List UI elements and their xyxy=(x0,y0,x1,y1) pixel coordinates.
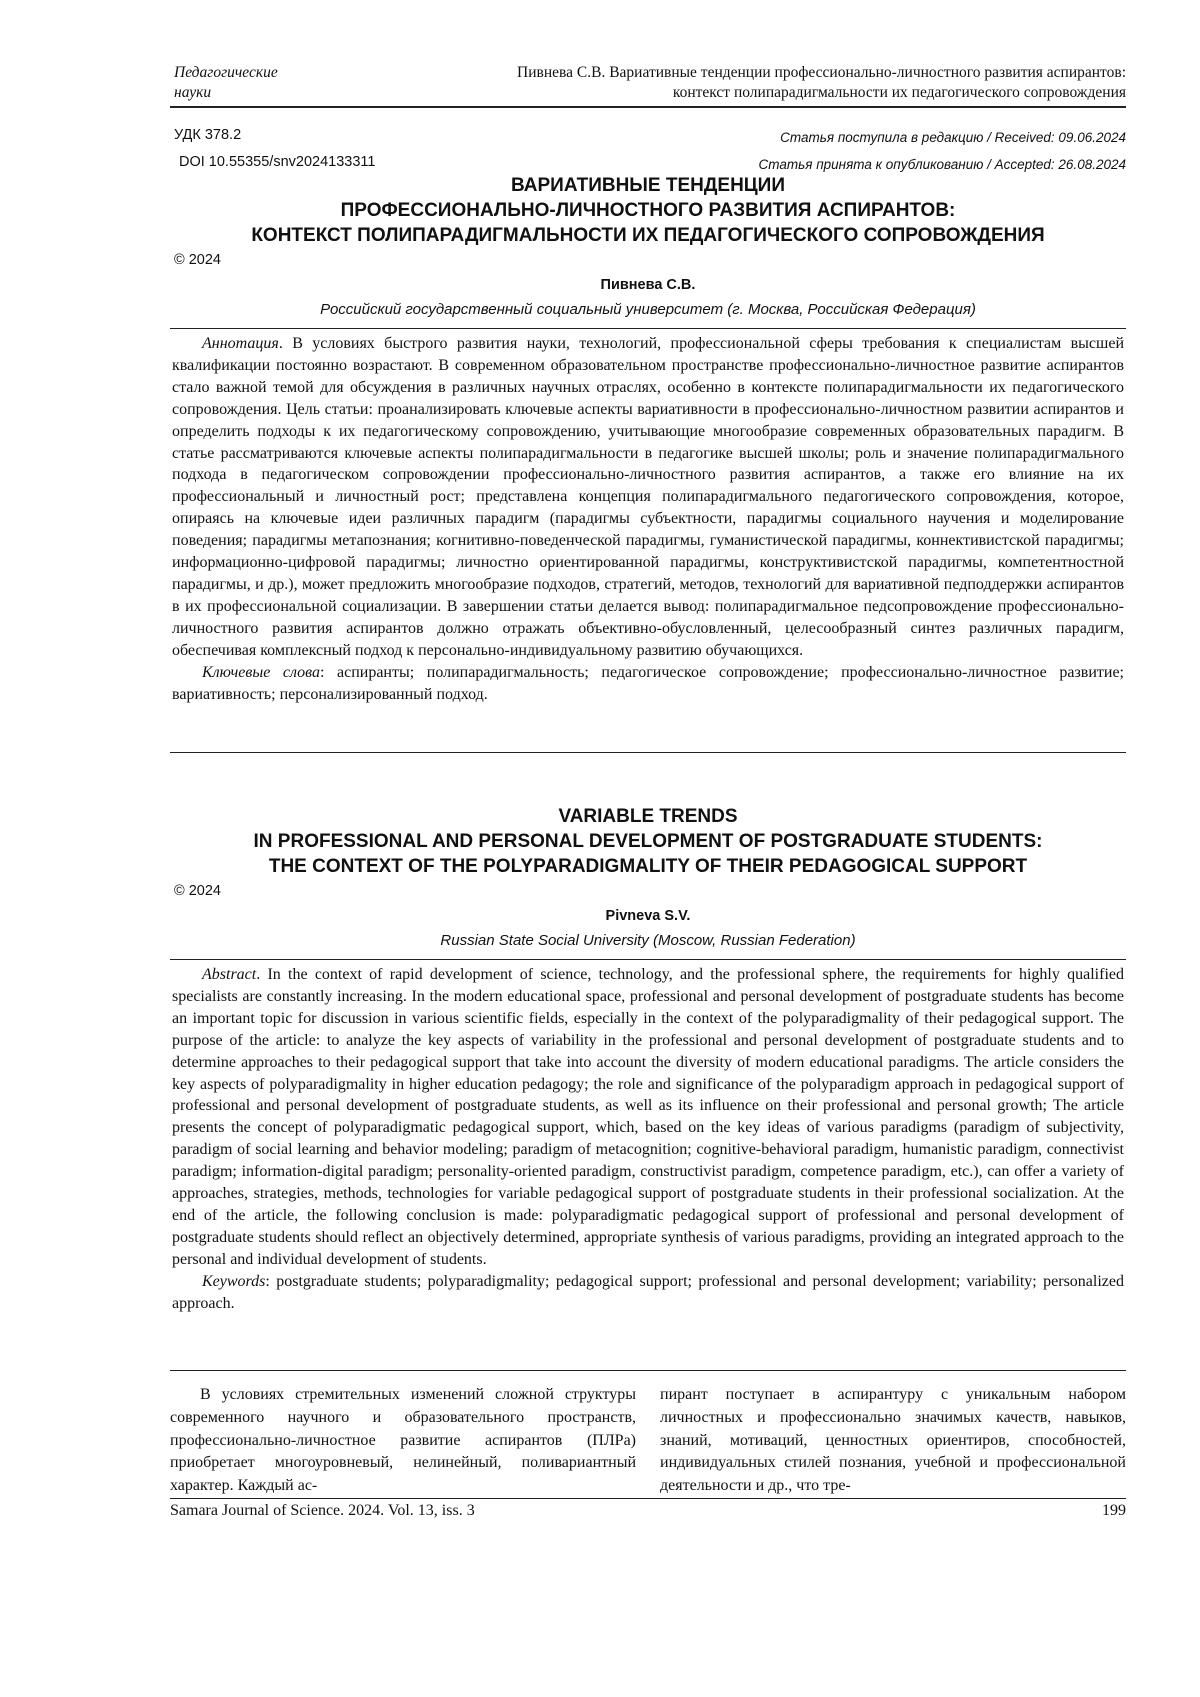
dates xyxy=(759,124,1126,178)
ru-abstract: Аннотация. В условиях быстрого развития науки, технологий, профессиональной сферы требования к специалистам высшей квалификации постоянно возрастают. В современном образовательном пространстве профессионально-личностное развитие аспирантов стало важной темой для обсуждения в различных научных отраслях, особенно в контексте полипарадигмальности их педагогического сопровождения. Цель статьи: проанализировать ключевые аспекты вариативности в профессионально-личностном развитии аспирантов и определить подходы к их педагогическому сопровождению, учитывающие многообразие современных образовательных парадигм. В статье рассматриваются ключевые аспекты полипарадигмальности в педагогике высшей школы; роль и значение полипарадигмального подхода в педагогическом сопровождении профессионально-личностного развития аспирантов, а также его влияние на их профессиональный и личностный рост; представлена концепция полипарадигмального педагогического сопровождения, которое, опираясь на ключевые идеи различных парадигм (парадигмы субъектности, парадигмы социального научения и моделирование поведения; парадигмы метапознания; когнитивно-поведенческой парадигмы, гуманистической парадигмы, коннективистской парадигмы; информационно-цифровой парадигмы; личностно ориентированной парадигмы, конструктивистской парадигмы, компетентностной парадигмы, и др.), может предложить многообразие подходов, стратегий, методов, технологий для вариативной педподдержки аспирантов в их профессиональной социализации. В завершении статьи делается вывод: полипарадигмальное педсопровождение профессионально-личностного развития аспирантов должно отражать объективно-обусловленный, целесообразный синтез различных парадигм, обеспечивая комплексный подход к персонально-индивидуальному развитию обучающихся. xyxy=(172,333,1124,662)
page-number: 199 xyxy=(1102,1500,1126,1522)
en-copyright: © 2024 xyxy=(174,883,221,899)
received-date: Статья поступила в редакцию / Received: 09.06.2024 xyxy=(759,124,1126,151)
doi[interactable]: DOI 10.55355/snv2024133311 xyxy=(174,149,375,176)
article-page xyxy=(170,62,1126,1662)
running-header xyxy=(170,62,1126,108)
page-footer xyxy=(170,1498,1126,1499)
ru-abstract-box xyxy=(170,328,1126,753)
en-keywords-label: Keywords xyxy=(202,1273,265,1290)
en-abstract-label: Abstract xyxy=(202,966,256,983)
en-title: VARIABLE TRENDS IN PROFESSIONAL AND PERSONAL DEVELOPMENT OF POSTGRADUATE STUDENTS: THE CONTEXT OF THE POLYPARADIGMALITY OF THEIR PEDAGOGICAL SUPPORT xyxy=(170,804,1126,879)
body-text xyxy=(170,1384,1126,1512)
en-keywords: Keywords: postgraduate students; polyparadigmality; pedagogical support; professional and personal development; variability; personalized approach. xyxy=(172,1271,1124,1315)
ru-copyright: © 2024 xyxy=(174,252,221,268)
ru-author: Пивнева С.В. xyxy=(170,277,1126,293)
ru-keywords: Ключевые слова: аспиранты; полипарадигмальность; педагогическое сопровождение; профессионально-личностное развитие; вариативность; персонализированный подход. xyxy=(172,662,1124,706)
en-affiliation: Russian State Social University (Moscow, Russian Federation) xyxy=(170,932,1126,949)
ru-title: ВАРИАТИВНЫЕ ТЕНДЕНЦИИ ПРОФЕССИОНАЛЬНО-ЛИЧНОСТНОГО РАЗВИТИЯ АСПИРАНТОВ: КОНТЕКСТ ПОЛИПАРАДИГМАЛЬНОСТИ ИХ ПЕДАГОГИЧЕСКОГО СОПРОВОЖДЕНИЯ xyxy=(170,173,1126,248)
en-author: Pivneva S.V. xyxy=(170,908,1126,924)
journal-citation: Samara Journal of Science. 2024. Vol. 13, iss. 3 xyxy=(170,1500,475,1522)
accepted-date: Статья принята к опубликованию / Accepted: 26.08.2024 xyxy=(759,151,1126,178)
body-column-right: пирант поступает в аспирантуру с уникальным набором личностных и профессионально значимых качеств, навыков, знаний, мотиваций, ценностных ориентиров, способностей, индивидуальных стилей познания, учебной и профессиональной деятельности и др., что тре- xyxy=(660,1384,1126,1498)
body-column-left: В условиях стремительных изменений сложной структуры современного научного и образовательного пространств, профессионально-личностное развитие аспирантов (ПЛРа) приобретает многоуровневый, нелинейный, поливариантный характер. Каждый ас- xyxy=(170,1384,636,1498)
ru-keywords-label: Ключевые слова xyxy=(202,664,320,681)
identifiers xyxy=(174,122,375,176)
running-title: Пивнева С.В. Вариативные тенденции профессионально-личностного развития аспирантов: контекст полипарадигмальности их педагогического сопровождения xyxy=(517,63,1126,103)
en-abstract-box xyxy=(170,959,1126,1371)
en-abstract: Abstract. In the context of rapid development of science, technology, and the professional sphere, the requirements for highly qualified specialists are constantly increasing. In the modern educational space, professional and personal development of postgraduate students has become an important topic for discussion in various scientific fields, especially in the context of the polyparadigmality of their pedagogical support. The purpose of the article: to analyze the key aspects of variability in the professional and personal development of postgraduate students and to determine approaches to their pedagogical support that take into account the diversity of modern educational paradigms. The article considers the key aspects of polyparadigmality in higher education pedagogy; the role and significance of the polyparadigm approach in pedagogical support of professional and personal development of postgraduate students, as well as its influence on their professional and personal growth; The article presents the concept of polyparadigmatic pedagogical support, which, based on the key ideas of various paradigms (paradigm of subjectivity, paradigm of social learning and behavior modeling; paradigm of metacognition; cognitive-behavioral paradigm, humanistic paradigm, connectivist paradigm; information-digital paradigm; personality-oriented paradigm, constructivist paradigm, competence paradigm, etc.), can offer a variety of approaches, strategies, methods, technologies for variable pedagogical support of postgraduate students in their professional socialization. At the end of the article, the following conclusion is made: polyparadigmatic pedagogical support of professional and personal development of postgraduate students should reflect an objectively determined, appropriate synthesis of various paradigms, providing an integrated approach to the personal and individual development of students. xyxy=(172,964,1124,1271)
ru-affiliation: Российский государственный социальный университет (г. Москва, Российская Федерация) xyxy=(170,301,1126,318)
section-name: Педагогические науки xyxy=(174,63,278,103)
udc-code: УДК 378.2 xyxy=(174,122,375,149)
ru-abstract-label: Аннотация xyxy=(202,335,279,352)
